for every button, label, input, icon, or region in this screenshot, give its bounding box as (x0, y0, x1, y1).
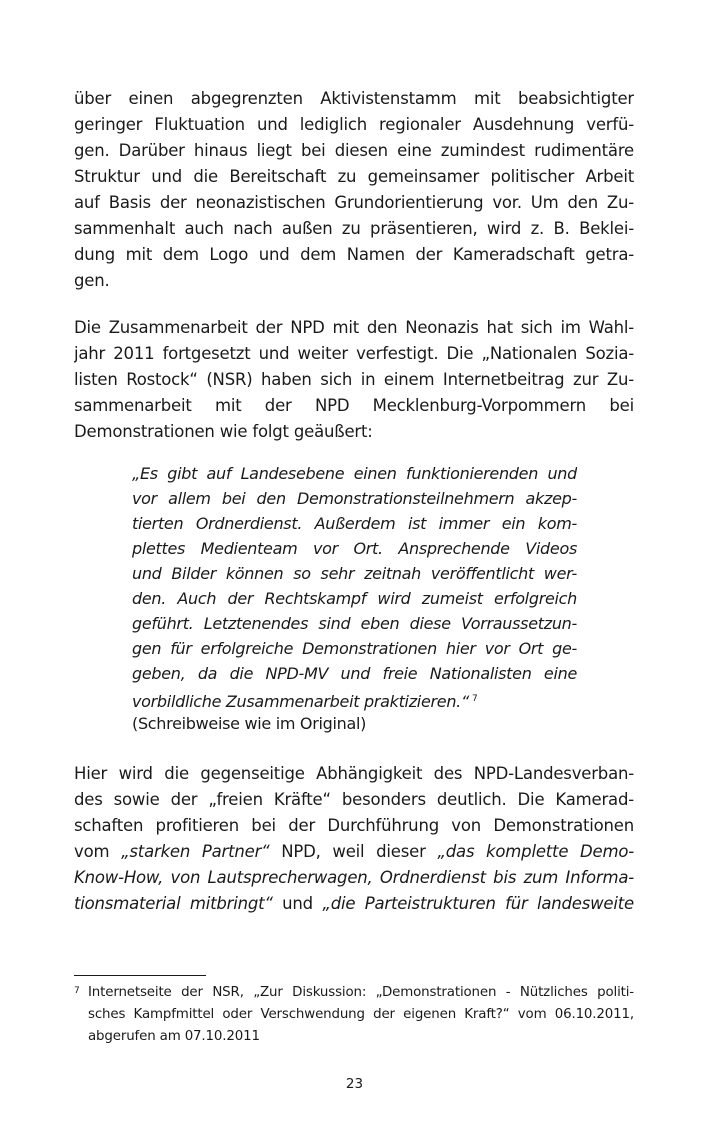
text-segment: NPD, weil dieser (269, 842, 438, 861)
footnote-line: Internetseite der NSR, „Zur Diskussion: „Demonstrationen - Nützliches politi- (88, 985, 634, 1000)
text-line: sammenarbeit mit der NPD Mecklenburg-Vorpommern bei (74, 396, 634, 415)
footnote-reference[interactable]: 7 (471, 694, 478, 704)
text-line: gen. Darüber hinaus liegt bei diesen eine zumindest rudimentäre (74, 141, 634, 160)
quote-line: plettes Medienteam vor Ort. Ansprechende Videos (132, 539, 577, 558)
footnote-number: 7 (74, 986, 80, 996)
footnote-line: sches Kampfmittel oder Verschwendung der eigenen Kraft?“ vom 06.10.2011, (88, 1007, 634, 1022)
page-number: 23 (345, 1076, 364, 1092)
footnote-divider (74, 975, 206, 976)
quoted-phrase: „starken Partner“ (121, 842, 270, 861)
text-line: Die Zusammenarbeit der NPD mit den Neonazis hat sich im Wahl- (74, 318, 634, 337)
quote-line: gen für erfolgreiche Demonstrationen hier vor Ort ge- (132, 639, 577, 658)
quote-line: geben, da die NPD-MV und freie Nationalisten eine (132, 664, 577, 683)
text-line: auf Basis der neonazistischen Grundorientierung vor. Um den Zu- (74, 193, 634, 212)
text-line: dung mit dem Logo und dem Namen der Kameradschaft getra- (74, 245, 634, 264)
quoted-phrase: tionsmaterial mitbringt“ (74, 894, 273, 913)
text-segment: und (272, 894, 323, 913)
text-line: schaften profitieren bei der Durchführung von Demonstrationen (74, 816, 634, 835)
text-line: geringer Fluktuation und lediglich regionaler Ausdehnung verfü- (74, 115, 634, 134)
quote-line-text: vorbildliche Zusammenarbeit praktizieren.“ (132, 692, 469, 711)
text-line: des sowie der „freien Kräfte“ besonders deutlich. Die Kamerad- (74, 790, 634, 809)
text-line: jahr 2011 fortgesetzt und weiter verfestigt. Die „Nationalen Sozia- (74, 344, 634, 363)
quote-line: vor allem bei den Demonstrationsteilnehmern akzep- (132, 489, 577, 508)
quote-line: geführt. Letztenendes sind eben diese Vorraussetzun- (132, 614, 577, 633)
quote-line: und Bilder können so sehr zeitnah veröffentlicht wer- (132, 564, 577, 583)
text-line: Know-How, von Lautsprecherwagen, Ordnerdienst bis zum Informa- (74, 868, 634, 887)
text-segment: vom (74, 842, 122, 861)
text-line: Hier wird die gegenseitige Abhängigkeit des NPD-Landesverban- (74, 764, 634, 783)
quote-line: tierten Ordnerdienst. Außerdem ist immer ein kom- (132, 514, 577, 533)
quote-line: den. Auch der Rechtskampf wird zumeist erfolgreich (132, 589, 577, 608)
quote-line (132, 686, 577, 712)
text-line: über einen abgegrenzten Aktivistenstamm mit beabsichtigter (74, 89, 634, 108)
quote-note: (Schreibweise wie im Original) (132, 714, 367, 733)
text-line: Demonstrationen wie folgt geäußert: (74, 422, 373, 441)
quoted-phrase: „die Parteistrukturen für landesweite (322, 894, 634, 913)
text-line: gen. (74, 271, 110, 290)
text-line: Struktur und die Bereitschaft zu gemeinsamer politischer Arbeit (74, 167, 634, 186)
text-line: listen Rostock“ (NSR) haben sich in einem Internetbeitrag zur Zu- (74, 370, 634, 389)
quote-line: „Es gibt auf Landesebene einen funktionierenden und (132, 464, 577, 483)
text-line (74, 891, 634, 917)
text-line: sammenhalt auch nach außen zu präsentieren, wird z. B. Beklei- (74, 219, 634, 238)
footnote-line: abgerufen am 07.10.2011 (88, 1029, 260, 1044)
quoted-phrase: „das komplette Demo- (437, 842, 634, 861)
text-line (74, 839, 634, 865)
